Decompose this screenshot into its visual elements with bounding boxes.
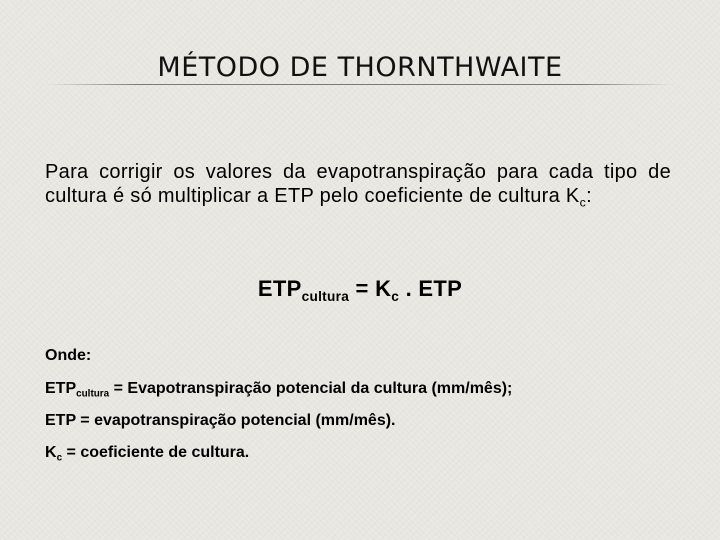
intro-paragraph	[45, 160, 671, 208]
definition-symbol: ETP	[45, 380, 77, 397]
definition-text: = evapotranspiração potencial (mm/mês).	[75, 412, 396, 429]
slide-title: MÉTODO DE THORNTHWAITE	[157, 52, 563, 83]
formula-etp: ETP	[257, 276, 302, 301]
definition-subscript: c	[56, 452, 63, 464]
intro-text: Para corrigir os valores da evapotranspiração para cada tipo de cultura é só multiplicar a ETP pelo coeficiente de cultura K	[45, 161, 671, 207]
definition-etp	[45, 412, 396, 430]
definition-etp-cultura	[45, 380, 512, 398]
formula-rest: . ETP	[399, 276, 463, 301]
intro-colon: :	[586, 185, 592, 207]
formula	[0, 276, 720, 302]
formula-k-subscript: c	[391, 288, 400, 304]
title-underline	[45, 84, 675, 85]
definition-kc	[45, 444, 249, 462]
definition-symbol: ETP	[45, 412, 76, 429]
formula-equals-k: = K	[349, 276, 392, 301]
onde-label: Onde:	[45, 347, 92, 364]
definition-text: = coeficiente de cultura.	[62, 444, 250, 461]
definition-text: = Evapotranspiração potencial da cultura (mm/mês);	[109, 380, 513, 397]
intro-k-subscript: c	[579, 195, 587, 210]
formula-etp-subscript: cultura	[301, 288, 350, 304]
definition-subscript: cultura	[76, 388, 110, 400]
definition-symbol: K	[45, 444, 57, 461]
